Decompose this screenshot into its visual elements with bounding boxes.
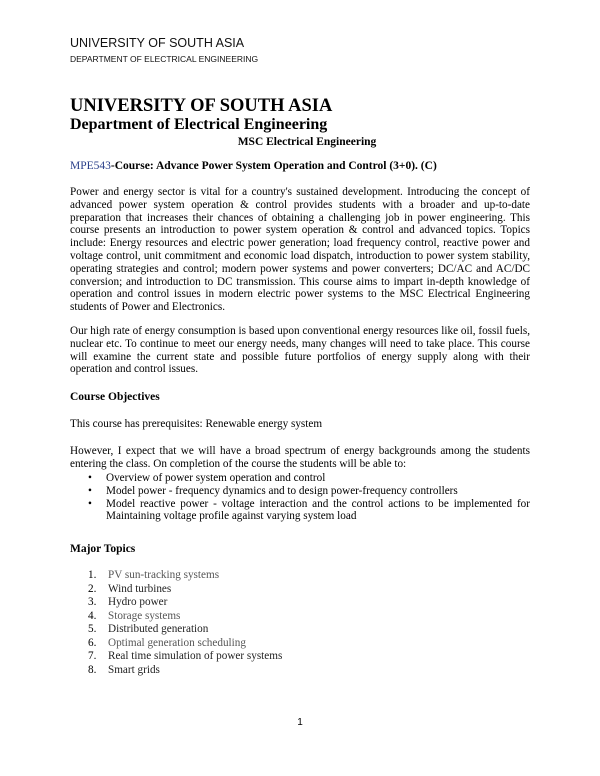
department-title: Department of Electrical Engineering — [70, 116, 328, 133]
bullet-icon: • — [88, 472, 92, 484]
objective-item — [70, 472, 530, 485]
course-heading — [70, 160, 530, 172]
bullet-icon: • — [88, 484, 92, 497]
title-block — [70, 97, 530, 148]
topic-label: PV sun-tracking systems — [108, 569, 220, 581]
topic-number: 7. — [88, 650, 97, 662]
topic-label: Distributed generation — [108, 623, 209, 635]
course-code: MPE543 — [70, 160, 111, 172]
topic-label: Storage systems — [108, 609, 181, 622]
topic-item — [88, 610, 282, 624]
university-title: UNIVERSITY OF SOUTH ASIA — [70, 96, 333, 116]
topic-item — [88, 623, 282, 637]
consumption-paragraph: Our high rate of energy consumption is based upon conventional energy resources like oil, fossil fuels, nuclear etc. To continue to meet our energy needs, many changes will need to take place. This course will examine the current state and possible future portfolios of energy supply along with their operation and control issues. — [70, 325, 530, 376]
topic-label: Wind turbines — [108, 582, 172, 595]
topic-number: 8. — [88, 663, 97, 676]
expectation-paragraph: However, I expect that we will have a broad spectrum of energy backgrounds among the students entering the class. On completion of the course the students will be able to: — [70, 445, 530, 470]
topic-item — [88, 596, 282, 610]
objectives-list — [70, 472, 530, 523]
topic-label: Optimal generation scheduling — [108, 636, 246, 649]
topic-number: 6. — [88, 636, 97, 649]
prerequisites-text: This course has prerequisites: Renewable energy system — [70, 418, 323, 430]
topic-item — [88, 569, 282, 583]
topic-item — [88, 583, 282, 597]
topic-label: Hydro power — [108, 596, 168, 608]
topic-item — [88, 664, 282, 678]
objective-text: Model reactive power - voltage interaction and the control actions to be implemented for Maintaining voltage profile against varying system load — [106, 497, 530, 523]
topic-number: 2. — [88, 582, 97, 595]
running-header-university: UNIVERSITY OF SOUTH ASIA — [70, 36, 245, 50]
topic-number: 4. — [88, 609, 97, 622]
topic-number: 1. — [88, 569, 97, 581]
bullet-icon: • — [88, 497, 92, 510]
objective-item — [70, 498, 530, 524]
topic-number: 5. — [88, 623, 97, 635]
objective-text: Model power - frequency dynamics and to design power-frequency controllers — [106, 484, 458, 497]
topic-item — [88, 637, 282, 651]
topic-label: Real time simulation of power systems — [108, 650, 283, 662]
program-title: MSC Electrical Engineering — [237, 136, 377, 148]
topics-heading: Major Topics — [70, 543, 136, 555]
page-number: 1 — [297, 717, 303, 728]
topic-number: 3. — [88, 596, 97, 608]
objective-item — [70, 485, 530, 498]
course-title: -Course: Advance Power System Operation and Control (3+0). (C) — [110, 160, 437, 172]
objective-text: Overview of power system operation and control — [106, 472, 326, 484]
topics-list — [88, 569, 282, 677]
topic-item — [88, 650, 282, 664]
running-header-department: DEPARTMENT OF ELECTRICAL ENGINEERING — [70, 54, 259, 64]
objectives-heading: Course Objectives — [70, 391, 160, 403]
topic-label: Smart grids — [108, 663, 160, 676]
intro-paragraph: Power and energy sector is vital for a country's sustained development. Introducing the concept of advanced power system operation & control provides students with a broader and up-to-date preparation that increases their chances of obtaining a challenging job in power engineering. This course presents an introduction to power system operation & control and advanced topics. Topics include: Energy resources and electric power generation; load frequency control, reactive power and voltage control, unit commitment and economic load dispatch, introduction to power system stability, operating strategies and control; modern power systems and power converters; DC/AC and AC/DC conversion; and introduction to DC transmission. This course aims to impart in-depth knowledge of operation and control issues in modern electric power systems to the MSC Electrical Engineering students of Power and Electronics. — [70, 186, 530, 314]
